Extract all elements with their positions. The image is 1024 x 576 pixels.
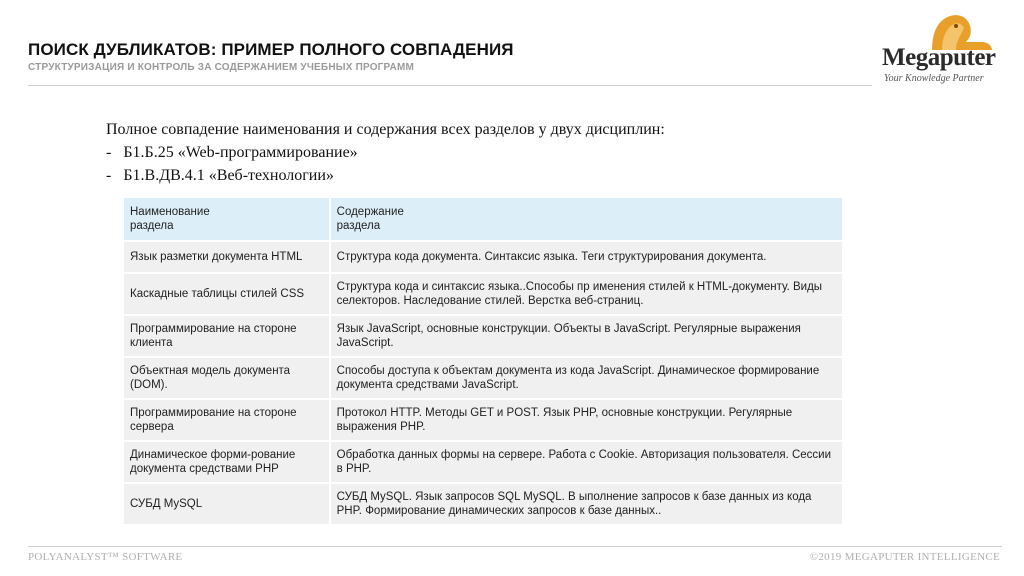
- intro-bullet-1: - Б1.Б.25 «Web-программирование»: [106, 144, 358, 161]
- header-section-name: Наименование раздела: [123, 197, 330, 241]
- table-row: [123, 399, 843, 441]
- table-row: [123, 357, 843, 399]
- intro-bullet-2: - Б1.В.ДВ.4.1 «Веб-технологии»: [106, 167, 334, 184]
- section-name-cell: Программирование на стороне сервера: [123, 399, 330, 441]
- sections-table-container: [122, 196, 844, 526]
- table-row: [123, 441, 843, 483]
- section-content-cell: Структура кода документа. Синтаксис языка. Теги структурирования документа.: [330, 241, 843, 273]
- intro-line: Полное совпадение наименования и содержания всех разделов у двух дисциплин:: [106, 121, 665, 138]
- sections-table: [122, 196, 844, 526]
- section-content-cell: Способы доступа к объектам документа из кода JavaScript. Динамическое формирование документа средствами JavaScript.: [330, 357, 843, 399]
- footer-divider: [28, 546, 1002, 547]
- header-section-content: Содержание раздела: [330, 197, 843, 241]
- section-name-cell: Язык разметки документа HTML: [123, 241, 330, 273]
- section-name-cell: Каскадные таблицы стилей CSS: [123, 273, 330, 315]
- table-header-row: [123, 197, 843, 241]
- section-content-cell: Протокол HTTP. Методы GET и POST. Язык PHP, основные конструкции. Регулярные выражения PHP.: [330, 399, 843, 441]
- section-content-cell: Язык JavaScript, основные конструкции. Объекты в JavaScript. Регулярные выражения JavaScript.: [330, 315, 843, 357]
- logo-tagline: Your Knowledge Partner: [884, 73, 984, 84]
- megaputer-logo: [872, 12, 1012, 88]
- table-row: [123, 315, 843, 357]
- section-name-cell: Динамическое форми-рование документа средствами PHP: [123, 441, 330, 483]
- section-name-cell: СУБД MySQL: [123, 483, 330, 525]
- intro-text: [106, 118, 886, 187]
- section-content-cell: Структура кода и синтаксис языка..Способы пр именения стилей к HTML-документу. Виды селекторов. Наследование стилей. Верстка веб-страниц.: [330, 273, 843, 315]
- logo-wordmark: Megaputer: [882, 44, 996, 71]
- section-content-cell: СУБД MySQL. Язык запросов SQL MySQL. В ыполнение запросов к базе данных из кода PHP. Формирование динамических запросов к базе данных..: [330, 483, 843, 525]
- footer-product: POLYANALYST™ SOFTWARE: [28, 551, 183, 563]
- page-title: ПОИСК ДУБЛИКАТОВ: ПРИМЕР ПОЛНОГО СОВПАДЕНИЯ: [28, 40, 514, 59]
- section-name-cell: Программирование на стороне клиента: [123, 315, 330, 357]
- table-row: [123, 483, 843, 525]
- table-row: [123, 241, 843, 273]
- page-subtitle: СТРУКТУРИЗАЦИЯ И КОНТРОЛЬ ЗА СОДЕРЖАНИЕМ УЧЕБНЫХ ПРОГРАММ: [28, 62, 415, 73]
- table-row: [123, 273, 843, 315]
- section-content-cell: Обработка данных формы на сервере. Работа с Cookie. Авторизация пользователя. Сессии в PHP.: [330, 441, 843, 483]
- section-name-cell: Объектная модель документа (DOM).: [123, 357, 330, 399]
- header-divider: [28, 85, 872, 86]
- footer-copyright: ©2019 MEGAPUTER INTELLIGENCE: [809, 551, 1000, 563]
